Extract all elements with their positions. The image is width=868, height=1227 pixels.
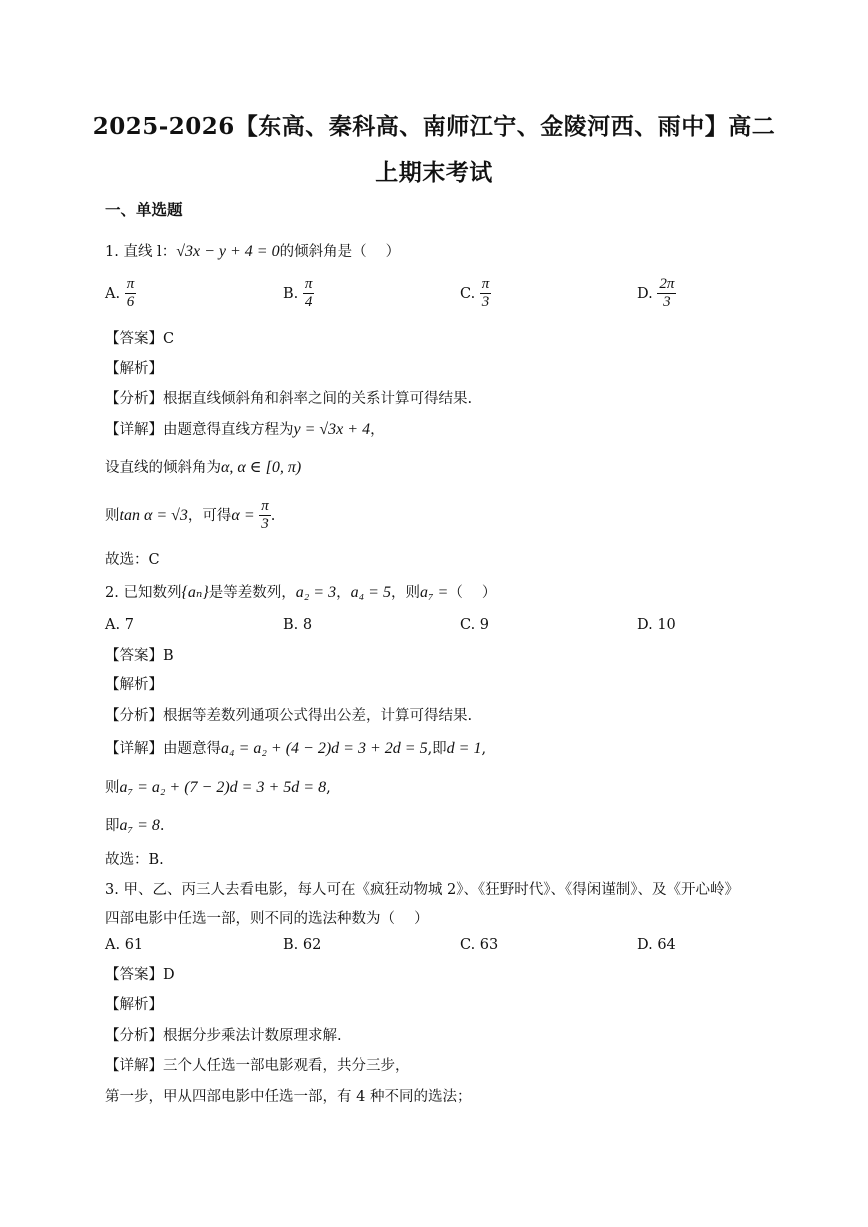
q2-then-equation: a₇ = a₂ + (7 − 2)d = 3 + 5d = 8 <box>119 779 327 796</box>
q3-option-c: C. 63 <box>460 937 499 953</box>
denominator: 3 <box>261 516 269 533</box>
q2-detail-prefix: 【详解】由题意得 <box>105 741 221 757</box>
q1-tan-equation: tan α = √3 <box>119 506 188 524</box>
q1-tan-line <box>105 498 275 534</box>
q2-ji-end: . <box>159 818 165 834</box>
q2-stem <box>105 581 496 602</box>
q1-tan-mid: ，可得 <box>187 507 232 524</box>
q2-stem-end: （ ） <box>448 585 497 601</box>
q1-tan-prefix: 则 <box>105 507 120 524</box>
q1-detail-prefix: 【详解】由题意得直线方程为 <box>105 422 294 438</box>
q2-detail-equation-2: d = 1 <box>446 740 482 757</box>
q1-option-b <box>283 276 314 312</box>
q2-then-prefix: 则 <box>105 780 120 796</box>
q1-jiexi: 【解析】 <box>105 361 163 377</box>
q2-then-line <box>105 776 331 797</box>
q1-line-angle <box>105 456 301 477</box>
denominator: 6 <box>126 294 135 311</box>
option-label: D. <box>637 285 653 302</box>
q3-stem-line-1: 3. 甲、乙、丙三人去看电影，每人可在《疯狂动物城 2》、《狂野时代》、《得闲谨制》、及《开心岭》 <box>105 882 740 898</box>
q2-then: ，则 <box>390 585 420 601</box>
document-title-line-1: 2025-2026【东高、秦科高、南师江宁、金陵河西、雨中】高二 <box>92 113 776 140</box>
q1-detail-equation: y = √3x + 4 <box>293 421 371 438</box>
q2-option-d: D. 10 <box>637 617 676 633</box>
q2-option-a: A. 7 <box>105 617 134 633</box>
q2-stem-prefix: 2. 已知数列 <box>105 585 182 601</box>
option-label: C. <box>460 285 476 302</box>
fraction <box>303 276 315 312</box>
q3-option-d: D. 64 <box>637 937 676 953</box>
q2-sequence: {aₙ} <box>181 584 209 601</box>
q2-detail <box>105 737 486 758</box>
section-heading: 一、单选题 <box>105 200 183 219</box>
q2-detail-equation: a₄ = a₂ + (4 − 2)d = 3 + 2d = 5 <box>221 740 428 757</box>
q1-option-c <box>460 276 491 312</box>
q1-stem-suffix: 的倾斜角是（ ） <box>279 244 401 260</box>
q2-a2: a₂ = 3 <box>295 584 337 601</box>
q3-option-a: A. 61 <box>105 937 144 953</box>
q1-stem-equation: √3x − y + 4 = 0 <box>176 243 280 260</box>
q1-angle-prefix: 设直线的倾斜角为 <box>105 460 221 476</box>
q1-option-d <box>637 276 676 312</box>
q2-jiexi: 【解析】 <box>105 677 163 693</box>
q3-stem-line-2: 四部电影中任选一部，则不同的选法种数为（ ） <box>105 911 429 927</box>
q1-stem-prefix: 1. 直线 l： <box>105 244 177 260</box>
q1-detail-suffix: ， <box>370 422 385 438</box>
q2-detail-mid: ,即 <box>427 741 447 757</box>
numerator: π <box>303 276 315 294</box>
q1-detail <box>105 418 385 439</box>
denominator: 3 <box>663 294 671 311</box>
q3-jiexi: 【解析】 <box>105 997 163 1013</box>
q2-a4: a₄ = 5 <box>350 584 391 601</box>
q1-answer: 【答案】C <box>105 331 175 347</box>
q3-step-1: 第一步，甲从四部电影中任选一部，有 4 种不同的选法； <box>105 1089 472 1105</box>
fraction <box>657 276 676 312</box>
denominator: 3 <box>481 294 490 311</box>
q2-ji-line <box>105 814 164 835</box>
q2-choose: 故选：B. <box>105 852 164 868</box>
q1-fenxi: 【分析】根据直线倾斜角和斜率之间的关系计算可得结果. <box>105 391 473 407</box>
q1-choose: 故选：C <box>105 552 160 568</box>
q2-then-end: , <box>326 780 331 796</box>
q3-option-b: B. 62 <box>283 937 322 953</box>
q2-fenxi: 【分析】根据等差数列通项公式得出公差，计算可得结果. <box>105 708 473 724</box>
denominator: 4 <box>304 294 313 311</box>
q2-ji-prefix: 即 <box>105 818 120 834</box>
q2-a7: a₇ = <box>419 584 449 601</box>
q2-detail-end: , <box>481 741 487 757</box>
fraction <box>125 276 137 312</box>
q2-sep: ， <box>336 585 351 601</box>
q2-answer: 【答案】B <box>105 648 174 664</box>
option-label: A. <box>105 285 121 302</box>
q1-tan-end: . <box>270 507 276 524</box>
q2-ji-equation: a₇ = 8 <box>119 817 160 834</box>
option-label: B. <box>283 285 299 302</box>
document-title-line-2: 上期末考试 <box>375 159 493 186</box>
fraction <box>480 276 492 312</box>
q2-option-b: B. 8 <box>283 617 313 633</box>
q1-stem <box>105 240 400 261</box>
q1-tan-equation-2: α = <box>231 506 255 524</box>
numerator: 2π <box>657 276 676 294</box>
q3-fenxi: 【分析】根据分步乘法计数原理求解. <box>105 1028 342 1044</box>
q2-option-c: C. 9 <box>460 617 490 633</box>
q1-option-a <box>105 276 136 312</box>
numerator: π <box>125 276 137 294</box>
numerator: π <box>259 498 271 516</box>
q1-angle-equation: α, α ∈ [0, π) <box>221 459 302 476</box>
fraction <box>259 498 271 534</box>
q3-answer: 【答案】D <box>105 967 175 983</box>
q3-detail: 【详解】三个人任选一部电影观看，共分三步， <box>105 1058 410 1074</box>
numerator: π <box>480 276 492 294</box>
q2-stem-mid: 是等差数列， <box>208 585 296 601</box>
